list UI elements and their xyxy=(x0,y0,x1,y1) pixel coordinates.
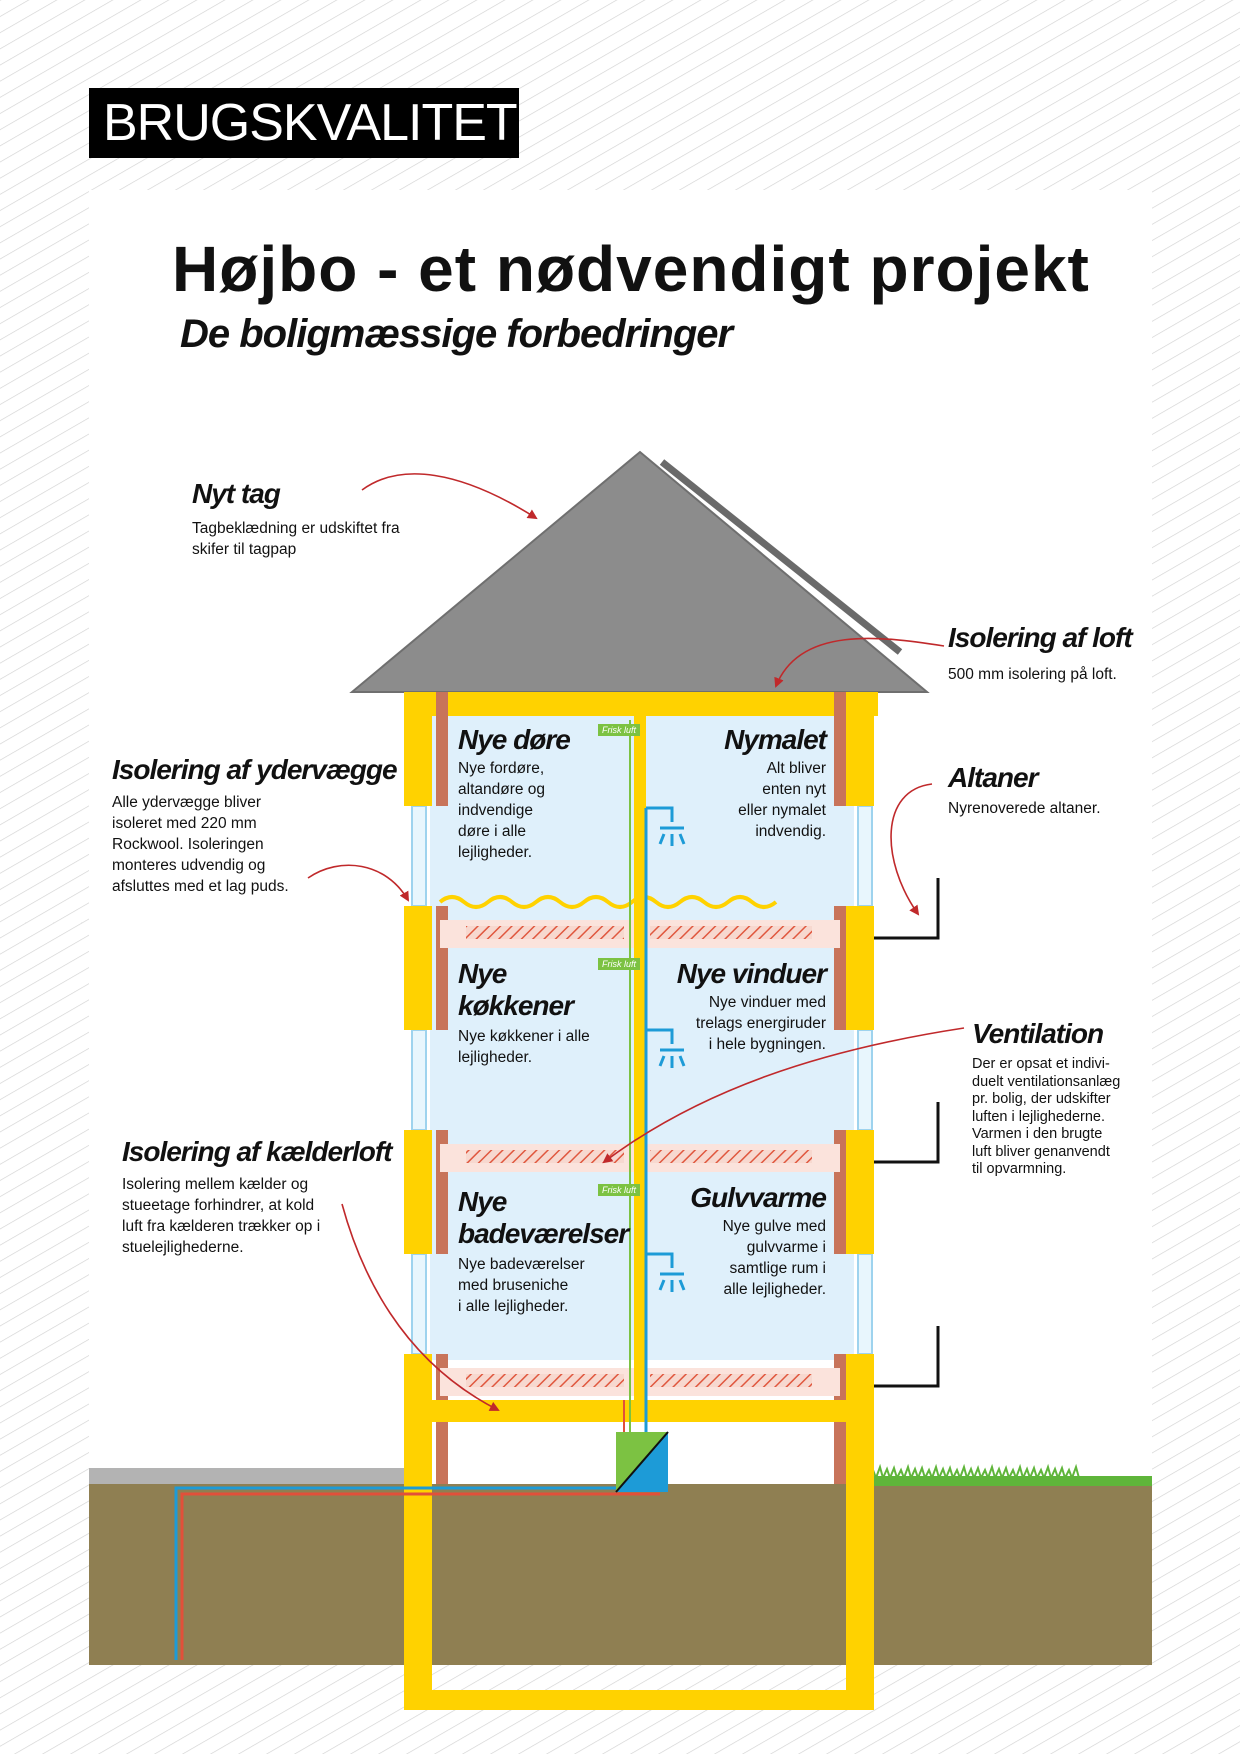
annotation-line: pr. bolig, der udskifter xyxy=(972,1091,1111,1107)
room-floor-heating xyxy=(690,1182,826,1300)
room-paint xyxy=(724,724,826,842)
annotation-ventilation xyxy=(972,1018,1120,1179)
annotation-line: isoleret med 220 mm xyxy=(112,815,257,832)
page-title: Højbo - et nødvendigt projekt xyxy=(172,233,1090,305)
basement-floor-insulation xyxy=(404,1690,874,1710)
room-title: Nye xyxy=(458,1186,507,1217)
room-line: døre i alle xyxy=(458,823,527,840)
room-title: badeværelser xyxy=(458,1218,629,1249)
room-title: Nye vinduer xyxy=(676,958,826,989)
annotation-line: Nyrenoverede altaner. xyxy=(948,800,1101,817)
room-line: altandøre og xyxy=(458,781,546,798)
annotation-line: Alle ydervægge bliver xyxy=(112,794,262,811)
room-windows xyxy=(677,958,826,1055)
ground xyxy=(89,1484,1152,1665)
annotation-basement xyxy=(122,1136,392,1258)
annotation-line: Isolering mellem kælder og xyxy=(122,1176,309,1193)
annotation-line: stueetage forhindrer, at kold xyxy=(122,1197,315,1214)
annotation-line: afsluttes med et lag puds. xyxy=(112,878,289,895)
room-line: Nye fordøre, xyxy=(458,760,545,777)
annotation-line: Der er opsat et indivi- xyxy=(972,1056,1110,1072)
annotation-line: Varmen i den brugte xyxy=(972,1126,1103,1142)
room-line: enten nyt xyxy=(762,781,826,798)
room-line: Nye køkkener i alle xyxy=(458,1028,590,1045)
room-line: eller nymalet xyxy=(738,802,826,819)
annotation-line: skifer til tagpap xyxy=(192,541,297,558)
room-kitchens xyxy=(458,958,590,1068)
room-line: med bruseniche xyxy=(458,1277,569,1294)
room-title: køkkener xyxy=(458,990,573,1021)
room-line: Nye gulve med xyxy=(722,1218,826,1235)
annotation-title: Isolering af kælderloft xyxy=(122,1136,392,1167)
vent-badge: Frisk luft xyxy=(598,958,640,970)
annotation-title: Altaner xyxy=(948,762,1038,793)
annotation-line: luft fra kælderen trækker op i xyxy=(122,1218,321,1235)
annotation-walls xyxy=(112,754,397,897)
room-line: indvendig. xyxy=(755,823,826,840)
annotation-line: luften i lejlighederne. xyxy=(972,1108,1106,1125)
vent-badge: Frisk luft xyxy=(598,724,640,736)
room-title: Nymalet xyxy=(724,724,826,755)
room-title: Nye døre xyxy=(458,724,570,755)
annotation-roof xyxy=(192,478,400,560)
room-line: i hele bygningen. xyxy=(708,1036,826,1053)
room-line: Nye badeværelser xyxy=(458,1256,585,1273)
basement-ceiling-insulation xyxy=(432,1400,852,1422)
annotation-line: monteres udvendig og xyxy=(112,857,266,874)
room-bathrooms xyxy=(458,1186,628,1317)
room-line: lejligheder. xyxy=(458,1049,533,1066)
annotation-line: 500 mm isolering på loft. xyxy=(948,666,1117,683)
annotation-title: Ventilation xyxy=(972,1018,1104,1049)
room-line: Nye vinduer med xyxy=(708,994,826,1011)
pavement xyxy=(89,1468,405,1484)
annotation-balconies xyxy=(948,762,1101,819)
annotation-line: duelt ventilationsanlæg xyxy=(972,1073,1121,1090)
room-line: samtlige rum i xyxy=(729,1260,826,1277)
room-line: lejligheder. xyxy=(458,844,533,861)
central-shaft xyxy=(634,708,646,1400)
annotation-line: stuelejlighederne. xyxy=(122,1239,244,1256)
annotation-line: luft bliver genanvendt xyxy=(972,1143,1110,1160)
room-line: alle lejligheder. xyxy=(723,1281,826,1298)
page-subtitle: De boligmæssige forbedringer xyxy=(180,312,733,356)
room-line: i alle lejligheder. xyxy=(458,1298,569,1315)
annotation-title: Isolering af ydervægge xyxy=(112,754,397,785)
annotation-line: til opvarmning. xyxy=(972,1161,1067,1177)
annotation-title: Isolering af loft xyxy=(948,622,1132,653)
room-line: trelags energiruder xyxy=(695,1015,826,1032)
annotation-title: Nyt tag xyxy=(192,478,280,509)
room-line: indvendige xyxy=(458,802,533,819)
annotation-attic xyxy=(948,622,1132,685)
room-line: gulvvarme i xyxy=(746,1239,826,1256)
annotation-line: Tagbeklædning er udskiftet fra xyxy=(192,520,400,537)
room-title: Gulvvarme xyxy=(690,1182,826,1213)
section-tag: BRUGSKVALITET xyxy=(89,88,519,158)
room-doors xyxy=(458,724,570,863)
annotation-line: Rockwool. Isoleringen xyxy=(112,836,264,853)
vent-badge: Frisk luft xyxy=(598,1184,640,1196)
room-title: Nye xyxy=(458,958,507,989)
room-line: Alt bliver xyxy=(766,760,826,777)
